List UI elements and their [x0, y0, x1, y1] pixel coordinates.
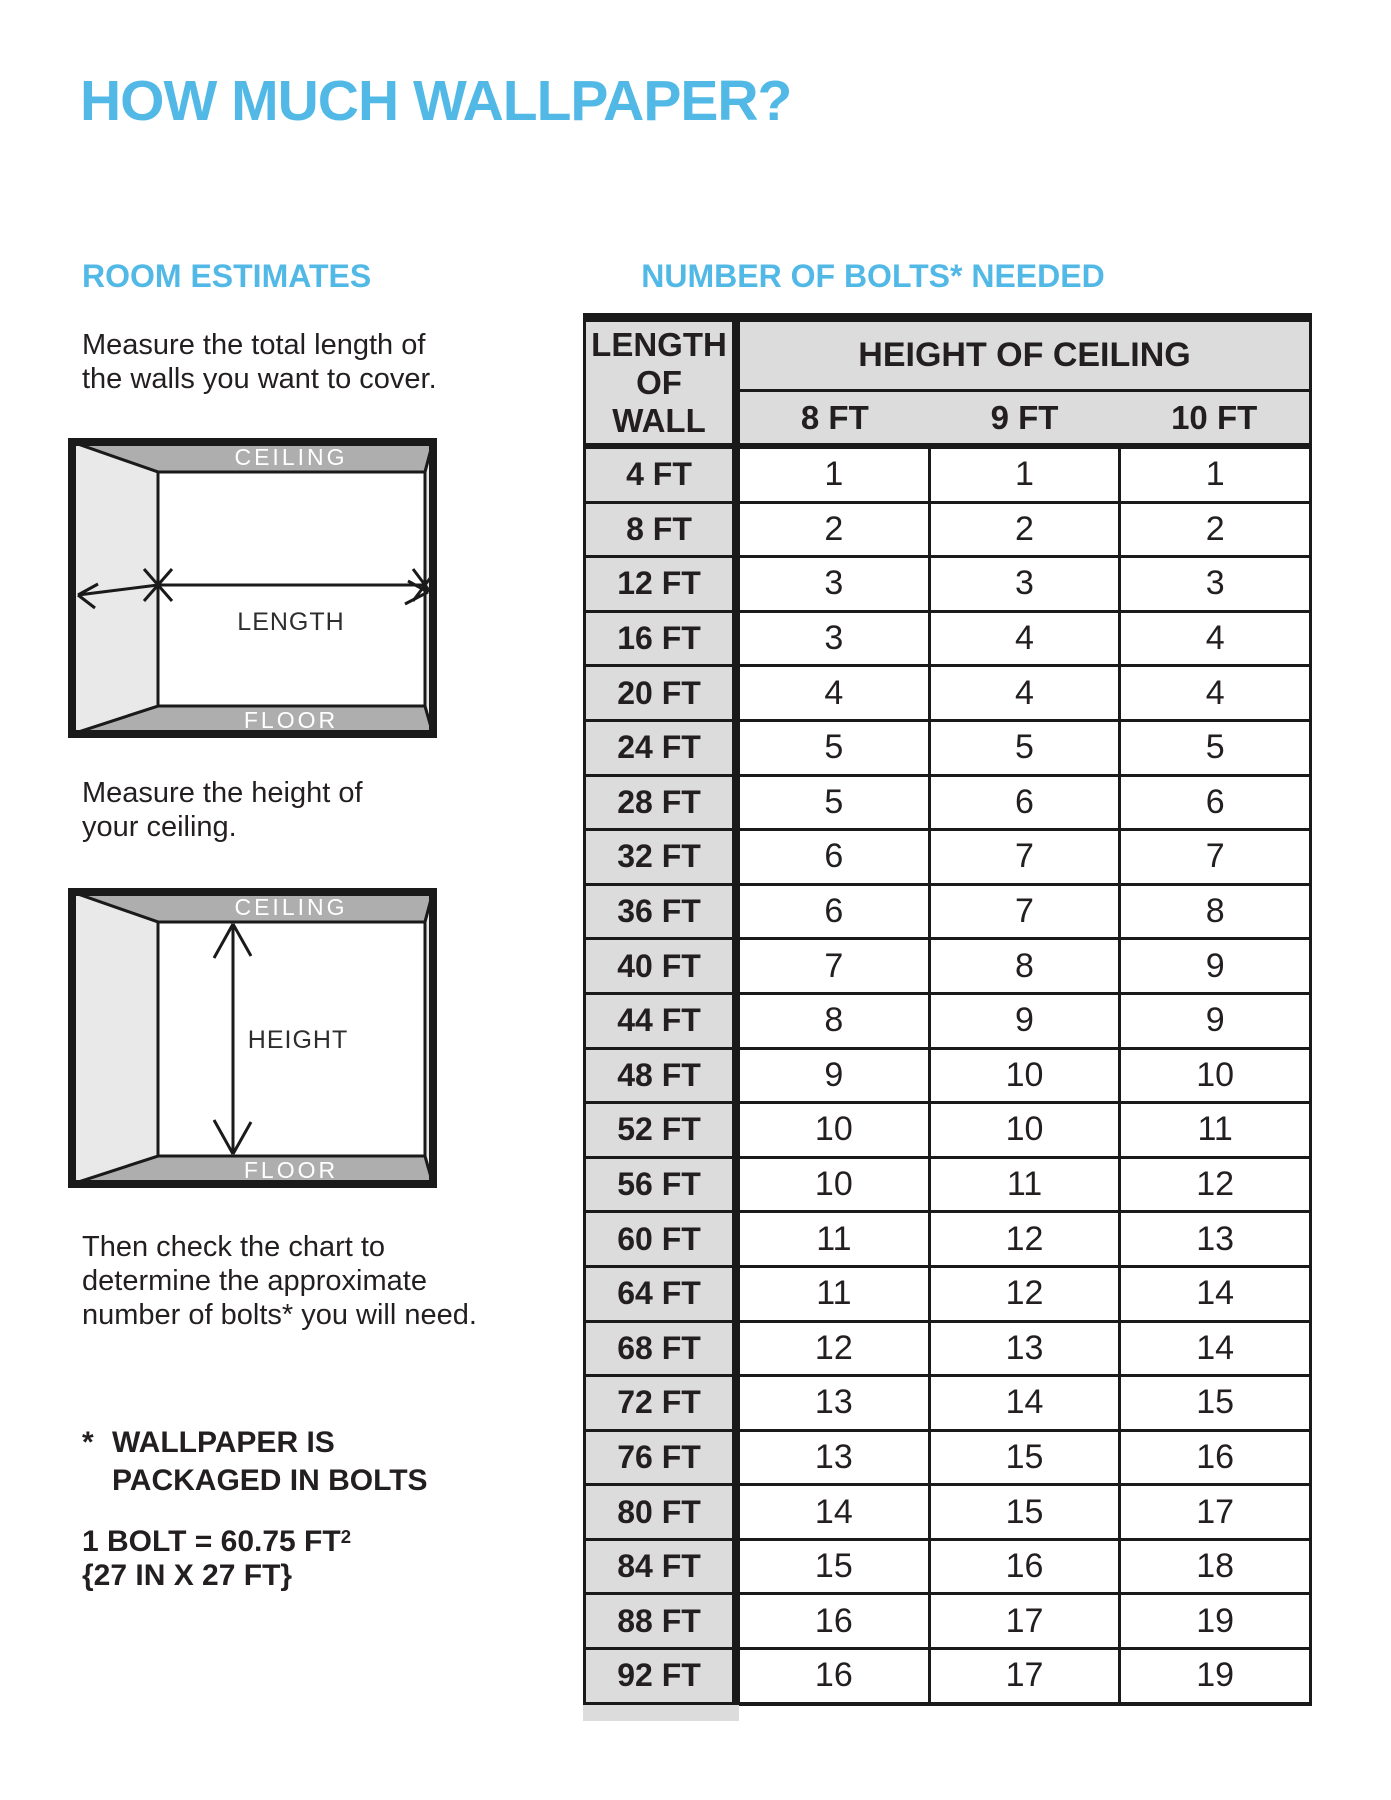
cell-10ft: 9 [1118, 995, 1309, 1047]
cell-9ft: 9 [928, 995, 1119, 1047]
cell-8ft: 9 [740, 1050, 928, 1102]
back-wall [158, 472, 425, 706]
cell-9ft: 7 [928, 831, 1119, 883]
height-label: HEIGHT [247, 1026, 349, 1054]
cell-10ft: 14 [1118, 1323, 1309, 1375]
table-row [586, 774, 1309, 829]
cell-10ft: 4 [1118, 613, 1309, 665]
bolt-dimensions: {27 IN X 27 FT} [82, 1559, 293, 1592]
cell-9ft: 7 [928, 886, 1119, 938]
row-label: 36 FT [586, 886, 732, 938]
measure-height-paragraph [82, 776, 363, 844]
table-row [586, 1374, 1309, 1429]
cell-9ft: 10 [928, 1050, 1119, 1102]
cell-9ft: 2 [928, 504, 1119, 556]
cell-10ft: 6 [1118, 777, 1309, 829]
cell-10ft: 16 [1118, 1432, 1309, 1484]
cell-8ft: 6 [740, 831, 928, 883]
length-label: LENGTH [237, 608, 345, 636]
table-row [586, 1538, 1309, 1593]
table-row [586, 1429, 1309, 1484]
length-of-wall-header: LENGTH OF WALL [586, 322, 732, 443]
table-row [586, 1592, 1309, 1647]
cell-10ft: 3 [1118, 558, 1309, 610]
table-row [586, 1210, 1309, 1265]
cell-10ft: 1 [1118, 449, 1309, 501]
table-row [586, 1320, 1309, 1375]
cell-8ft: 6 [740, 886, 928, 938]
cell-9ft: 17 [928, 1650, 1119, 1702]
cell-8ft: 16 [740, 1595, 928, 1647]
paragraph-line: determine the approximate [82, 1265, 427, 1297]
row-label: 84 FT [586, 1541, 732, 1593]
row-label: 32 FT [586, 831, 732, 883]
cell-9ft: 16 [928, 1541, 1119, 1593]
row-label: 68 FT [586, 1323, 732, 1375]
asterisk: * [82, 1426, 94, 1459]
cell-9ft: 15 [928, 1432, 1119, 1484]
room-height-diagram [68, 888, 437, 1188]
bolts-needed-heading: NUMBER OF BOLTS* NEEDED [641, 258, 1105, 294]
cell-8ft: 11 [740, 1213, 928, 1265]
cell-9ft: 10 [928, 1104, 1119, 1156]
row-label: 52 FT [586, 1104, 732, 1156]
cell-8ft: 12 [740, 1323, 928, 1375]
cell-9ft: 3 [928, 558, 1119, 610]
table-row [586, 992, 1309, 1047]
bolt-equation: 1 BOLT = 60.75 $FT^2$ [82, 1525, 352, 1558]
room-length-diagram [68, 438, 437, 738]
table-row [586, 719, 1309, 774]
row-label: 24 FT [586, 722, 732, 774]
row-label: 88 FT [586, 1595, 732, 1647]
cell-10ft: 11 [1118, 1104, 1309, 1156]
cell-9ft: 11 [928, 1159, 1119, 1211]
cell-8ft: 10 [740, 1159, 928, 1211]
table-underhang-strip [583, 1705, 739, 1721]
cell-8ft: 15 [740, 1541, 928, 1593]
cell-8ft: 10 [740, 1104, 928, 1156]
table-body [586, 446, 1309, 1702]
col-header-8ft: 8 FT [740, 392, 930, 443]
cell-10ft: 5 [1118, 722, 1309, 774]
superscript-2: 2 [340, 1526, 352, 1547]
cell-8ft: 1 [740, 449, 928, 501]
paragraph-line: Measure the total length of [82, 329, 426, 361]
cell-9ft: 12 [928, 1268, 1119, 1320]
cell-9ft: 15 [928, 1486, 1119, 1538]
footnote-line: PACKAGED IN BOLTS [112, 1464, 428, 1497]
cell-8ft: 7 [740, 940, 928, 992]
cell-8ft: 4 [740, 667, 928, 719]
left-wall [72, 892, 158, 1184]
cell-8ft: 13 [740, 1432, 928, 1484]
cell-10ft: 15 [1118, 1377, 1309, 1429]
table-row [586, 555, 1309, 610]
row-label: 4 FT [586, 449, 732, 501]
table-row [586, 937, 1309, 992]
cell-8ft: 8 [740, 995, 928, 1047]
row-label: 92 FT [586, 1650, 732, 1702]
table-row [586, 883, 1309, 938]
cell-8ft: 16 [740, 1650, 928, 1702]
cell-10ft: 10 [1118, 1050, 1309, 1102]
table-row [586, 664, 1309, 719]
row-label: 48 FT [586, 1050, 732, 1102]
cell-9ft: 13 [928, 1323, 1119, 1375]
page-title: HOW MUCH WALLPAPER? [80, 69, 792, 133]
table-row [586, 1101, 1309, 1156]
table-row [586, 501, 1309, 556]
cell-10ft: 19 [1118, 1595, 1309, 1647]
table-row [586, 446, 1309, 501]
row-label: 44 FT [586, 995, 732, 1047]
row-label: 76 FT [586, 1432, 732, 1484]
cell-10ft: 14 [1118, 1268, 1309, 1320]
check-chart-paragraph [82, 1230, 477, 1332]
table-row [586, 610, 1309, 665]
cell-8ft: 5 [740, 777, 928, 829]
paragraph-line: your ceiling. [82, 811, 237, 843]
cell-10ft: 4 [1118, 667, 1309, 719]
ceiling-label: CEILING [234, 894, 348, 920]
row-label: 8 FT [586, 504, 732, 556]
paragraph-line: Then check the chart to [82, 1231, 386, 1263]
cell-8ft: 3 [740, 558, 928, 610]
cell-8ft: 13 [740, 1377, 928, 1429]
table-thick-divider [732, 322, 740, 1702]
row-label: 72 FT [586, 1377, 732, 1429]
cell-9ft: 5 [928, 722, 1119, 774]
row-label: 20 FT [586, 667, 732, 719]
cell-9ft: 4 [928, 667, 1119, 719]
cell-9ft: 4 [928, 613, 1119, 665]
footnote-line: WALLPAPER IS [112, 1426, 335, 1459]
row-label: 12 FT [586, 558, 732, 610]
table-row [586, 1156, 1309, 1211]
paragraph-line: the walls you want to cover. [82, 363, 437, 395]
table-row [586, 1483, 1309, 1538]
measure-length-paragraph [82, 328, 437, 396]
col-header-10ft: 10 FT [1119, 392, 1309, 443]
cell-10ft: 17 [1118, 1486, 1309, 1538]
bolt-size-info [82, 1520, 351, 1593]
table-row [586, 1265, 1309, 1320]
cell-10ft: 12 [1118, 1159, 1309, 1211]
cell-10ft: 7 [1118, 831, 1309, 883]
table-header [586, 322, 1309, 446]
cell-10ft: 13 [1118, 1213, 1309, 1265]
paragraph-line: number of bolts* you will need. [82, 1299, 477, 1331]
cell-10ft: 19 [1118, 1650, 1309, 1702]
row-label: 80 FT [586, 1486, 732, 1538]
cell-9ft: 6 [928, 777, 1119, 829]
cell-9ft: 12 [928, 1213, 1119, 1265]
cell-9ft: 8 [928, 940, 1119, 992]
paragraph-line: Measure the height of [82, 777, 363, 809]
cell-8ft: 11 [740, 1268, 928, 1320]
table-row [586, 1647, 1309, 1702]
height-of-ceiling-header: HEIGHT OF CEILING [740, 322, 1309, 392]
bolts-footnote [82, 1424, 428, 1500]
row-label: 60 FT [586, 1213, 732, 1265]
cell-10ft: 18 [1118, 1541, 1309, 1593]
table-row [586, 1047, 1309, 1102]
floor-label: FLOOR [243, 1157, 339, 1183]
row-label: 28 FT [586, 777, 732, 829]
room-estimates-heading: ROOM ESTIMATES [82, 258, 372, 294]
cell-10ft: 2 [1118, 504, 1309, 556]
cell-8ft: 14 [740, 1486, 928, 1538]
cell-10ft: 9 [1118, 940, 1309, 992]
cell-9ft: 17 [928, 1595, 1119, 1647]
cell-8ft: 2 [740, 504, 928, 556]
row-label: 16 FT [586, 613, 732, 665]
cell-8ft: 5 [740, 722, 928, 774]
row-label: 40 FT [586, 940, 732, 992]
floor-label: FLOOR [243, 707, 339, 733]
bolts-table [583, 313, 1312, 1706]
cell-10ft: 8 [1118, 886, 1309, 938]
cell-9ft: 14 [928, 1377, 1119, 1429]
row-label: 64 FT [586, 1268, 732, 1320]
col-header-9ft: 9 FT [930, 392, 1120, 443]
ceiling-label: CEILING [234, 444, 348, 470]
row-label: 56 FT [586, 1159, 732, 1211]
cell-8ft: 3 [740, 613, 928, 665]
cell-9ft: 1 [928, 449, 1119, 501]
table-row [586, 828, 1309, 883]
